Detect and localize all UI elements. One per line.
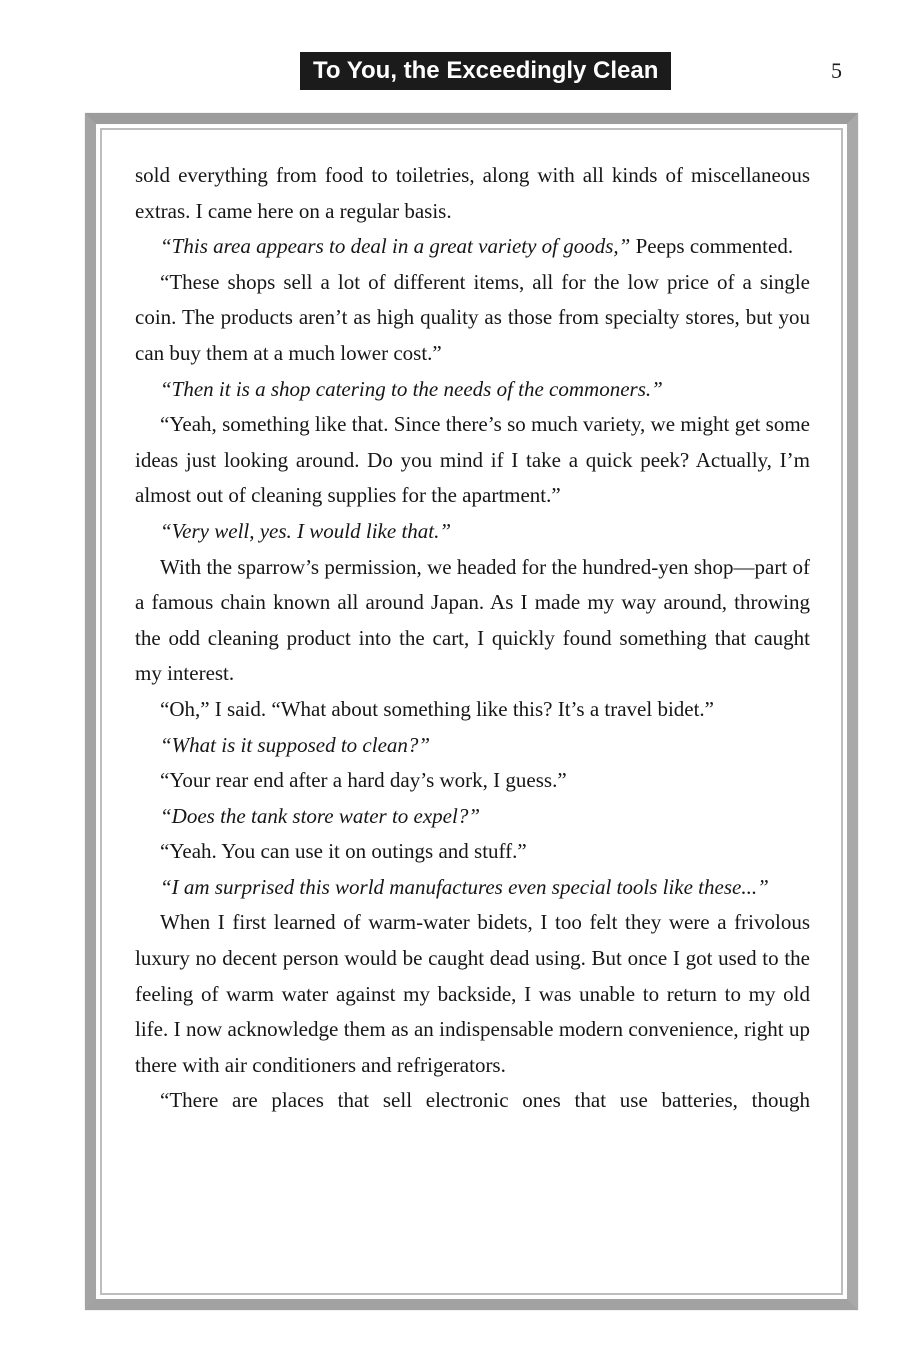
chapter-title-banner: To You, the Exceedingly Clean [300, 52, 671, 90]
telepathic-dialogue: “This area appears to deal in a great variety of goods,” [160, 234, 631, 259]
paragraph [135, 1083, 810, 1119]
paragraph [135, 550, 810, 692]
telepathic-dialogue: “I am surprised this world manufactures even special tools like these...” [160, 874, 769, 899]
narration-text: “Yeah, something like that. Since there’s so much variety, we might get some ideas just looking around. Do you mind if I take a quick peek? Actually, I’m almost out of cleaning supplies for the apartment.” [135, 412, 810, 508]
narration-text: “Your rear end after a hard day’s work, I guess.” [160, 768, 567, 793]
narration-text: sold everything from food to toiletries, along with all kinds of miscellaneous extras. I came here on a regular basis. [135, 163, 810, 223]
paragraph [135, 514, 810, 550]
paragraph [135, 372, 810, 408]
paragraph [135, 799, 810, 835]
paragraph [135, 229, 810, 265]
paragraph [135, 834, 810, 870]
narration-text: “There are places that sell electronic ones that use batteries, though [160, 1088, 810, 1113]
paragraph [135, 158, 810, 229]
paragraph [135, 692, 810, 728]
narration-text: With the sparrow’s permission, we headed for the hundred-yen shop—part of a famous chain known all around Japan. As I made my way around, throwing the odd cleaning product into the cart, I quickly found something that caught my interest. [135, 554, 810, 686]
telepathic-dialogue: “What is it supposed to clean?” [160, 732, 431, 757]
narration-text: “These shops sell a lot of different items, all for the low price of a single coin. The products aren’t as high quality as those from specialty stores, but you can buy them at a much lower cost.” [135, 269, 810, 365]
telepathic-dialogue: “Then it is a shop catering to the needs of the commoners.” [160, 376, 663, 401]
paragraph [135, 728, 810, 764]
page-number: 5 [831, 58, 842, 83]
narration-text: “Yeah. You can use it on outings and stuff.” [160, 839, 527, 864]
paragraph [135, 407, 810, 514]
narration-text: When I first learned of warm-water bidets, I too felt they were a frivolous luxury no decent person would be caught dead using. But once I got used to the feeling of warm water against my backside, I was unable to return to my old life. I now acknowledge them as an indispensable modern convenience, right up there with air conditioners and refrigerators. [135, 910, 810, 1077]
paragraph [135, 763, 810, 799]
telepathic-dialogue: “Very well, yes. I would like that.” [160, 518, 452, 543]
narration-text: “Oh,” I said. “What about something like this? It’s a travel bidet.” [160, 696, 714, 721]
paragraph [135, 265, 810, 372]
telepathic-dialogue: “Does the tank store water to expel?” [160, 803, 481, 828]
paragraph [135, 905, 810, 1083]
paragraph [135, 870, 810, 906]
page-text [135, 158, 810, 1119]
narration-text: Peeps commented. [630, 234, 794, 259]
